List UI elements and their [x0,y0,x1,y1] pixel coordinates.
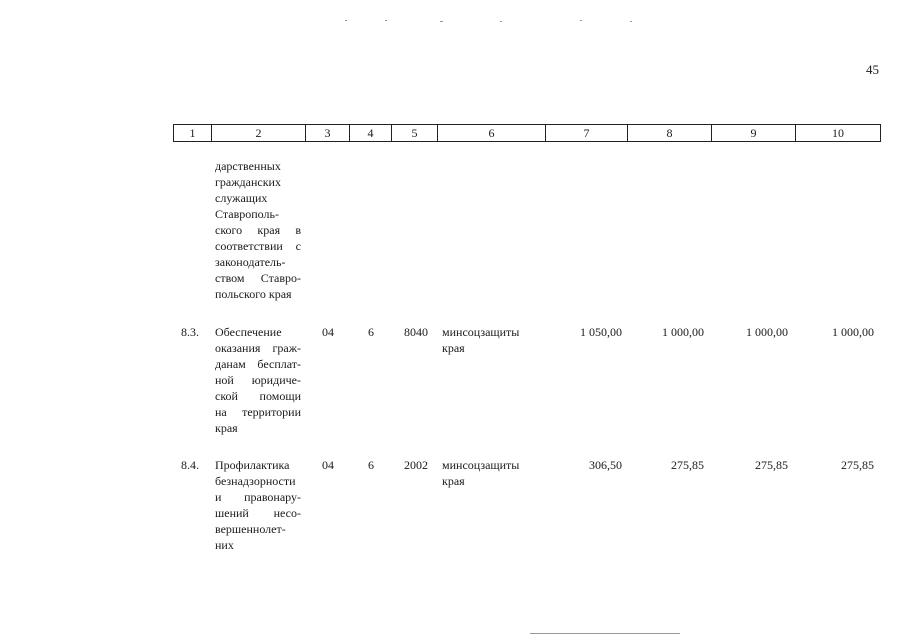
description-line: польского края [215,287,292,301]
description-line: данам бесплат- [215,357,301,371]
description-line: ством Ставро- [215,271,301,285]
page-number: 45 [866,62,879,77]
row-subsection-code: 6 [368,458,374,472]
description-line: Профилактика [215,458,290,472]
description-line: Обеспечение [215,325,282,339]
row-value-col8: 1 000,00 [662,325,704,339]
description-line: оказания граж- [215,341,301,355]
row-value-col10: 275,85 [841,458,874,472]
row-number: 8.4. [181,458,199,472]
description-line: Ставрополь- [215,207,279,221]
header-cell-6: 6 [438,125,546,141]
row-section-code: 04 [322,325,334,339]
description-line: дарственных [215,159,281,173]
description-line: шений несо- [215,506,301,520]
description-line: законодатель- [215,255,286,269]
row-article-code: 2002 [404,458,428,472]
table-header-row [173,124,881,142]
scan-speck [500,21,502,22]
row-value-col8: 275,85 [671,458,704,472]
row-value-col10: 1 000,00 [832,325,874,339]
row-description [215,457,301,553]
row-section-code: 04 [322,458,334,472]
description-line: ной юридиче- [215,373,301,387]
header-cell-7: 7 [546,125,628,141]
row-value-col7: 306,50 [589,458,622,472]
description-line: на территории [215,405,301,419]
header-cell-2: 2 [212,125,306,141]
row-number: 8.3. [181,325,199,339]
row-value-col9: 275,85 [755,458,788,472]
scan-speck [345,20,347,21]
header-cell-1: 1 [174,125,212,141]
header-cell-3: 3 [306,125,350,141]
row-administrator [442,457,519,489]
administrator-line: края [442,341,465,355]
row-value-col7: 1 050,00 [580,325,622,339]
scan-speck [580,20,582,21]
description-line: и правонару- [215,490,301,504]
description-line: гражданских [215,175,281,189]
row-administrator [442,324,519,356]
continued-description [215,158,301,302]
row-description [215,324,301,436]
description-line: соответствии с [215,239,301,253]
description-line: служащих [215,191,268,205]
scan-speck [385,20,387,21]
header-cell-5: 5 [392,125,438,141]
description-line: ской помощи [215,389,301,403]
header-cell-4: 4 [350,125,392,141]
administrator-line: минсоцзащиты [442,458,520,472]
scan-speck [530,633,680,634]
description-line: вершеннолет- [215,522,286,536]
description-line: края [215,421,238,435]
description-line: них [215,538,234,552]
description-line: ского края в [215,223,301,237]
scan-speck [630,21,632,22]
header-cell-8: 8 [628,125,712,141]
scan-speck [440,21,443,22]
row-value-col9: 1 000,00 [746,325,788,339]
administrator-line: края [442,474,465,488]
description-line: безнадзорности [215,474,296,488]
header-cell-10: 10 [796,125,881,141]
administrator-line: минсоцзащиты [442,325,520,339]
row-subsection-code: 6 [368,325,374,339]
header-cell-9: 9 [712,125,796,141]
row-article-code: 8040 [404,325,428,339]
